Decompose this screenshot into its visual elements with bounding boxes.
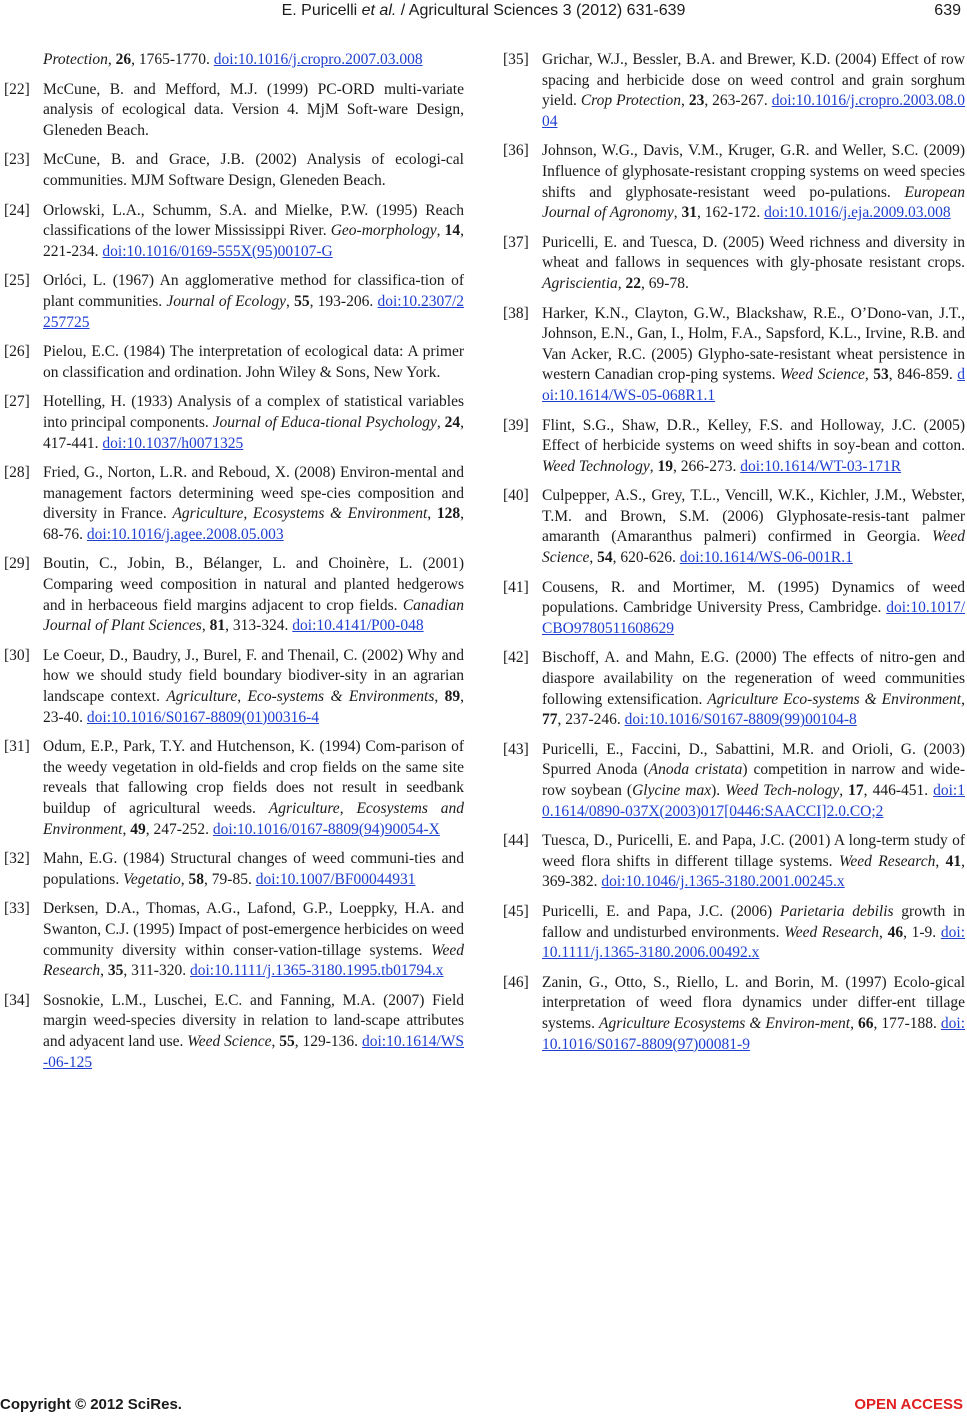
- reference-italic-text: Weed Science: [542, 528, 965, 567]
- reference-entry: [4, 271, 464, 333]
- reference-volume: 24: [444, 413, 461, 431]
- reference-text: ,: [649, 457, 658, 475]
- reference-italic-text: European Journal of Agronomy: [542, 183, 965, 222]
- reference-italic-text: Agriculture: [268, 800, 340, 817]
- reference-text: ).: [711, 782, 726, 799]
- reference-italic-text: Vegetatio: [123, 870, 181, 888]
- reference-number: [31]: [4, 738, 30, 756]
- reference-text: , 129-136.: [294, 1032, 362, 1050]
- reference-volume: 55: [279, 1032, 295, 1050]
- running-header: [0, 2, 967, 20]
- reference-italic-text: Weed Tech-nology: [725, 782, 840, 799]
- reference-italic-text: Weed Science: [780, 366, 865, 384]
- reference-italic-text: Weed Technology: [542, 457, 650, 475]
- reference-text: , 69-78.: [641, 274, 689, 292]
- reference-text: , 23-40.: [43, 688, 465, 726]
- reference-entry: [503, 416, 965, 478]
- reference-text: Sosnokie, L.M., Luschei, E.C. and Fanning, M.A. (2007) Field margin weed-species diversity in relation to land-scape attributes and adyacent land use.: [43, 991, 464, 1050]
- reference-volume: 31: [681, 204, 697, 222]
- reference-italic-text: Journal of Ecology: [166, 292, 286, 310]
- reference-italic-text: Agriculture Ecosystems & Environ-ment: [598, 1014, 851, 1032]
- reference-volume: 35: [107, 962, 124, 980]
- reference-number: [32]: [4, 850, 30, 868]
- reference-text: , 177-188.: [873, 1014, 941, 1032]
- reference-entry: [503, 233, 965, 295]
- reference-entry: [4, 463, 464, 545]
- doi-link[interactable]: doi:10.1614/WT-03-171R: [740, 457, 902, 475]
- reference-entry: [503, 50, 965, 132]
- reference-text: , 221-234.: [43, 222, 465, 260]
- reference-text: Mahn, E.G. (1984) Structural changes of weed communi-ties and populations.: [43, 850, 464, 888]
- reference-text: , 846-859.: [888, 366, 958, 384]
- reference-text: ,: [864, 366, 874, 384]
- reference-number: [29]: [4, 555, 30, 573]
- reference-text: ,: [285, 292, 295, 310]
- doi-link[interactable]: doi:10.1111/j.1365-3180.2006.00492.x: [542, 923, 966, 962]
- reference-text: Grichar, W.J., Bessler, B.A. and Brewer, K.D. (2004) Effect of row spacing and herbicide dose on weed control and grain sorghum yield.: [542, 51, 965, 110]
- reference-text: Tuesca, D., Puricelli, E. and Papa, J.C. (2001) A long-term study of weed flora shifts in different tillage systems.: [542, 832, 965, 870]
- doi-link[interactable]: doi:10.1016/S0167-8809(97)00081-9: [542, 1014, 966, 1053]
- reference-entry: [4, 392, 464, 454]
- reference-text: Flint, S.G., Shaw, D.R., Kelley, F.S. and Holloway, J.C. (2005) Effect of herbicide systems on weed shifts in soy-bean and cotton.: [542, 416, 965, 455]
- reference-entry: [503, 740, 965, 822]
- reference-italic-text: Parietaria debilis: [779, 902, 894, 920]
- reference-italic-text: Weed Science: [187, 1032, 272, 1050]
- reference-entry: [4, 201, 464, 263]
- reference-number: [27]: [4, 393, 30, 411]
- doi-link[interactable]: doi:10.1016/S0167-8809(01)00316-4: [86, 708, 319, 726]
- reference-entry: [4, 737, 464, 840]
- reference-entry: [4, 80, 464, 142]
- reference-italic-text: Canadian Journal of Plant Sciences: [43, 596, 464, 635]
- page-number: 639: [934, 2, 961, 19]
- reference-volume: 19: [657, 457, 674, 475]
- reference-number: [28]: [4, 464, 30, 482]
- reference-italic-text: Journal of Educa-tional Psychology: [212, 413, 437, 431]
- doi-link[interactable]: doi:10.1046/j.1365-3180.2001.00245.x: [601, 873, 845, 891]
- reference-volume: 17: [848, 782, 864, 799]
- reference-number: [23]: [4, 151, 30, 169]
- reference-text: Puricelli, E., Faccini, D., Sabattini, M.R. and Orioli, G. (2003) Spurred Anoda (: [542, 740, 965, 779]
- reference-text: McCune, B. and Grace, J.B. (2002) Analysis of ecologi-cal communities. MJM Software Design, Gleneden Beach.: [43, 151, 464, 189]
- reference-text: , 68-76.: [43, 505, 464, 543]
- reference-volume: 53: [873, 366, 889, 384]
- reference-text: Derksen, D.A., Thomas, A.G., Lafond, G.P., Loeppky, H.A. and Swanton, C.J. (1995) Impact of post-emergence herbicides on weed community diversity within conser-vation-tillage systems.: [43, 900, 464, 959]
- reference-italic-text: Geo-morphology: [330, 222, 437, 240]
- reference-volume: 54: [597, 549, 613, 567]
- reference-text: Hotelling, H. (1933) Analysis of a complex of statistical variables into principal components.: [43, 393, 464, 431]
- reference-volume: 55: [294, 292, 310, 310]
- reference-number: [45]: [503, 902, 529, 920]
- reference-text: , 446-451.: [863, 782, 934, 799]
- reference-entry: [503, 648, 965, 730]
- reference-entry: [503, 486, 965, 568]
- reference-text: , 247-252.: [145, 820, 213, 838]
- reference-text: ,: [436, 222, 445, 240]
- reference-volume: 23: [688, 92, 705, 110]
- reference-volume: 26: [115, 51, 132, 68]
- reference-text: ,: [201, 617, 210, 635]
- reference-italic-text: Agriculture, Ecosystems & Environment: [172, 505, 428, 523]
- reference-text: Puricelli, E. and Papa, J.C. (2006): [542, 902, 780, 920]
- reference-volume: 46: [887, 923, 904, 941]
- reference-text: ,: [271, 1032, 280, 1050]
- reference-entry: [503, 578, 965, 640]
- reference-entry: [4, 150, 464, 191]
- reference-text: Bischoff, A. and Mahn, E.G. (2000) The effects of nitro-gen and diaspore availability on the regeneration of weed communities following extensification.: [542, 649, 965, 708]
- reference-text: , 620-626.: [612, 549, 680, 567]
- reference-text: ,: [100, 962, 108, 980]
- reference-italic-text: Anoda cristata: [648, 761, 743, 779]
- reference-number: [37]: [503, 233, 529, 251]
- reference-number: [44]: [503, 832, 529, 850]
- reference-text: ,: [879, 923, 888, 941]
- reference-number: [41]: [503, 578, 529, 596]
- doi-link[interactable]: doi:10.1016/j.cropro.2007.03.008: [213, 51, 423, 68]
- doi-link[interactable]: doi:10.2307/2257725: [43, 292, 464, 331]
- reference-entry: [503, 973, 965, 1055]
- doi-link[interactable]: doi:10.1007/BF00044931: [255, 870, 416, 888]
- reference-number: [35]: [503, 51, 529, 68]
- right-column: [503, 50, 965, 1064]
- reference-text: , 263-267.: [704, 92, 772, 110]
- reference-volume: 128: [436, 505, 461, 523]
- reference-number: [24]: [4, 201, 30, 219]
- reference-italic-text: Weed Research: [784, 923, 879, 941]
- reference-text: Puricelli, E. and Tuesca, D. (2005) Weed richness and diversity in wheat and fallows in sequences with gly-phosate resistant crops.: [542, 233, 965, 272]
- reference-italic-text: Glycine max: [632, 782, 712, 799]
- reference-entry: [4, 342, 464, 383]
- reference-number: [34]: [4, 991, 30, 1009]
- reference-text: Orlóci, L. (1967) An agglomerative method for classifica-tion of plant communities.: [43, 272, 464, 310]
- header-etal: et al.: [361, 2, 397, 19]
- reference-volume: 49: [130, 820, 146, 838]
- reference-text: ,: [107, 51, 116, 68]
- reference-number: [42]: [503, 649, 529, 667]
- reference-number: [22]: [4, 80, 30, 98]
- reference-volume: 14: [444, 222, 461, 240]
- reference-number: [36]: [503, 142, 529, 160]
- reference-number: [25]: [4, 272, 30, 290]
- reference-italic-text: Protection: [43, 51, 108, 68]
- reference-text: McCune, B. and Mefford, M.J. (1999) PC-ORD multi-variate analysis of ecological data. Version 4. MjM Soft-ware Design, Gleneden Beach.: [43, 80, 464, 139]
- reference-volume: 66: [857, 1014, 874, 1032]
- reference-text: ,: [427, 505, 437, 523]
- reference-text: ,: [961, 690, 965, 708]
- reference-italic-text: Agriculture Eco-systems & Environment: [707, 690, 962, 708]
- reference-entry: [4, 554, 464, 636]
- reference-entry: [503, 902, 965, 964]
- reference-number: [26]: [4, 343, 30, 361]
- reference-text: Fried, G., Norton, L.R. and Reboud, X. (2008) Environ-mental and management factors determining weed spe-cies composition and diversity in France.: [43, 464, 464, 523]
- left-column: [4, 50, 464, 1082]
- reference-text: , 193-206.: [309, 292, 378, 310]
- reference-volume: 81: [209, 617, 226, 635]
- reference-entry: [4, 899, 464, 981]
- reference-volume: 89: [444, 688, 461, 706]
- reference-text: Harker, K.N., Clayton, G.W., Blackshaw, R.E., O’Dono-van, J.T., Johnson, E.N., Gan, I., Holm, F.A., Sapsford, K.L., Irvine, R.B. and Van Acker, R.C. (2005) Glypho-sate-resistant wheat persistence in western Canadian crop-ping systems.: [542, 304, 965, 384]
- reference-text: ,: [339, 800, 357, 817]
- doi-link[interactable]: doi:10.1016/0167-8809(94)90054-X: [212, 820, 440, 838]
- reference-text: , 237-246.: [557, 711, 625, 729]
- reference-italic-text: Weed Research: [43, 941, 464, 980]
- reference-text: , 313-324.: [225, 617, 293, 635]
- reference-text: , 79-85.: [204, 870, 256, 888]
- reference-text: ,: [850, 1014, 858, 1032]
- doi-link[interactable]: doi:10.1614/WS-05-068R1.1: [542, 366, 965, 404]
- reference-text: ,: [434, 688, 445, 706]
- reference-text: Orlowski, L.A., Schumm, S.A. and Mielke, P.W. (1995) Reach classifications of the lower Mississippi River.: [43, 201, 464, 240]
- reference-italic-text: Agriscientia: [542, 274, 618, 292]
- doi-link[interactable]: doi:10.1016/j.agee.2008.05.003: [86, 525, 284, 543]
- doi-link[interactable]: doi:10.1016/0169-555X(95)00107-G: [102, 242, 333, 260]
- reference-text: ,: [180, 870, 189, 888]
- reference-text: Zanin, G., Otto, S., Riello, L. and Borin, M. (1997) Ecolo-gical interpretation of weed flora dynamics under differ-ent tillage systems.: [542, 973, 965, 1032]
- page-footer: [0, 1392, 967, 1416]
- header-author: E. Puricelli: [281, 2, 358, 19]
- reference-number: [38]: [503, 304, 529, 322]
- reference-text: ,: [589, 549, 598, 567]
- reference-text: Odum, E.P., Park, T.Y. and Hutchenson, K. (1994) Com-parison of the weedy vegetation in old-fields and crop fields on the same site reveals that fallowing crop fields does not result in seedbank buildup of agricultural weeds.: [43, 738, 464, 817]
- reference-number: [40]: [503, 487, 529, 505]
- reference-number: [33]: [4, 900, 30, 918]
- reference-number: [30]: [4, 646, 30, 664]
- reference-text: ,: [673, 204, 682, 222]
- reference-number: [39]: [503, 416, 529, 434]
- reference-text: ) competition in narrow and wide-row soybean (: [542, 761, 965, 799]
- reference-text: ,: [935, 852, 946, 870]
- reference-text: , 1-9.: [903, 923, 941, 941]
- reference-entry: [4, 991, 464, 1073]
- reference-text: , 162-172.: [697, 204, 765, 222]
- reference-italic-text: Crop Protection: [580, 92, 681, 110]
- doi-link[interactable]: doi:10.1016/j.eja.2009.03.008: [764, 204, 951, 222]
- reference-italic-text: Ecosystems and Environment: [43, 800, 465, 838]
- reference-volume: 22: [625, 274, 642, 292]
- reference-text: ,: [839, 782, 849, 799]
- reference-text: Cousens, R. and Mortimer, M. (1995) Dynamics of weed populations. Cambridge University Press, Cambridge.: [542, 578, 965, 617]
- doi-link[interactable]: doi:10.1016/j.cropro.2003.08.004: [542, 92, 965, 130]
- doi-link[interactable]: doi:10.1037/h0071325: [102, 434, 244, 452]
- reference-italic-text: Eco-systems & Environments: [247, 688, 435, 706]
- reference-number: [46]: [503, 973, 529, 991]
- reference-text: , 417-441.: [43, 413, 465, 452]
- doi-link[interactable]: doi:10.1614/WS-06-001R.1: [679, 549, 853, 567]
- reference-text: ,: [237, 688, 248, 706]
- reference-entry: [4, 646, 464, 728]
- open-access-label: OPEN ACCESS: [854, 1396, 963, 1413]
- reference-text: ,: [436, 413, 445, 431]
- reference-text: Boutin, C., Jobin, B., Bélanger, L. and Choinère, L. (2001) Comparing weed composition in natural and planted hedgerows and in herbaceous field margins adjacent to crop fields.: [43, 555, 464, 614]
- reference-text: Pielou, E.C. (1984) The interpretation of ecological data: A primer on classification and ordination. John Wiley & Sons, New York.: [43, 343, 464, 381]
- doi-link[interactable]: doi:10.1016/S0167-8809(99)00104-8: [624, 711, 857, 729]
- reference-volume: 41: [945, 852, 962, 870]
- reference-text: , 1765-1770.: [131, 51, 214, 68]
- reference-entry: [503, 831, 965, 893]
- reference-text: growth in fallow and undisturbed environments.: [542, 902, 965, 941]
- page-header: [0, 0, 967, 22]
- reference-entry: [4, 50, 464, 71]
- reference-text: ,: [122, 820, 131, 838]
- reference-text: , 369-382.: [542, 852, 966, 891]
- doi-link[interactable]: doi:10.1017/CBO9780511608629: [542, 599, 965, 637]
- reference-text: , 311-320.: [123, 962, 190, 980]
- reference-italic-text: Agriculture: [166, 688, 238, 706]
- reference-text: , 266-273.: [673, 457, 741, 475]
- doi-link[interactable]: doi:10.1614/0890-037X(2003)017[0446:SAACCI]2.0.CO;2: [542, 782, 965, 820]
- header-journal: / Agricultural Sciences 3 (2012) 631-639: [396, 2, 686, 19]
- reference-entry: [503, 141, 965, 223]
- reference-text: Johnson, W.G., Davis, V.M., Kruger, G.R. and Weller, S.C. (2009) Influence of glyphosate-resistant cropping systems on weed species shifts and glyphosate-resistant weed po-pulations.: [542, 142, 965, 201]
- reference-entry: [503, 304, 965, 407]
- reference-italic-text: Weed Research: [838, 852, 936, 870]
- reference-volume: 58: [188, 870, 205, 888]
- reference-volume: 77: [542, 711, 558, 729]
- reference-text: Le Coeur, D., Baudry, J., Burel, F. and Thenail, C. (2002) Why and how we should study field boundary biodiver-sity in an agrarian landscape context.: [43, 646, 464, 706]
- copyright-notice: Copyright © 2012 SciRes.: [0, 1396, 182, 1413]
- doi-link[interactable]: doi:10.1111/j.1365-3180.1995.tb01794.x: [189, 962, 444, 980]
- doi-link[interactable]: doi:10.1614/WS-06-125: [43, 1032, 464, 1071]
- reference-entry: [4, 849, 464, 890]
- reference-number: [43]: [503, 740, 529, 758]
- reference-text: ,: [680, 92, 689, 110]
- doi-link[interactable]: doi:10.4141/P00-048: [292, 617, 424, 635]
- reference-text: Culpepper, A.S., Grey, T.L., Vencill, W.K., Kichler, J.M., Webster, T.M. and Brown, S.M. (2006) Glyphosate-resis-tant palmer amaranth (Amaranthus palmeri) confirmed in Georgia.: [542, 487, 965, 546]
- reference-text: ,: [617, 274, 626, 292]
